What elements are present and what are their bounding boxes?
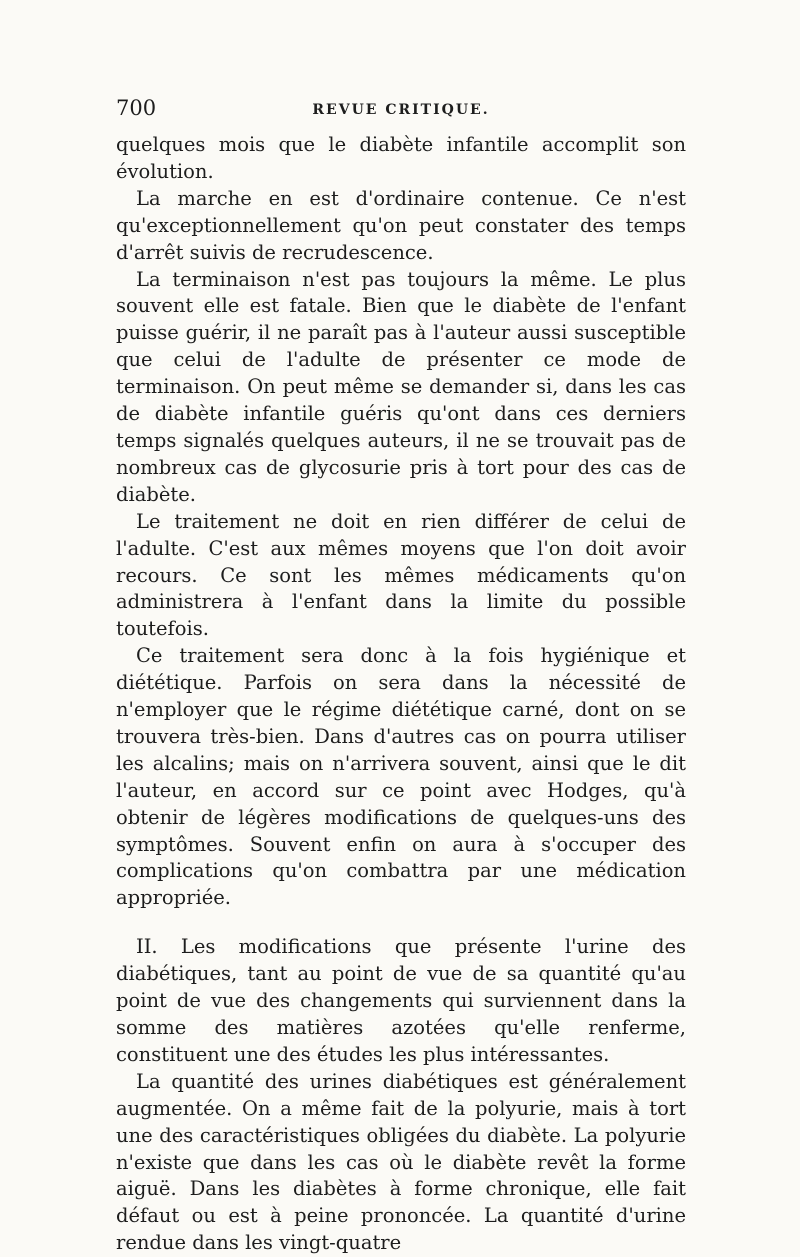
page-number: 700 (116, 96, 157, 120)
paragraph-continuation: quelques mois que le diabète infantile accomplit son évolution. (116, 133, 686, 183)
section-gap (116, 912, 686, 934)
paragraph-terminaison: La terminaison n'est pas toujours la même. Le plus souvent elle est fatale. Bien que le diabète de l'enfant puisse guérir, il ne paraît pas à l'auteur aussi susceptible que celui de l'adulte de présenter ce mode de terminaison. On peut même se demander si, dans les cas de diabète infantile guéris qu'ont dans ces derniers temps signalés quelques auteurs, il ne se trouvait pas de nombreux cas de glycosurie pris à tort pour des cas de diabète. (116, 267, 686, 506)
body-text (116, 132, 686, 1257)
paragraph-hygienique: Ce traitement sera donc à la fois hygiénique et diététique. Parfois on sera dans la nécessité de n'employer que le régime diététique carné, dont on se trouvera très-bien. Dans d'autres cas on pourra utiliser les alcalins; mais on n'arrivera souvent, ainsi que le dit l'auteur, en accord sur ce point avec Hodges, qu'à obtenir de légères modifications de quelques-uns des symptômes. Souvent enfin on aura à s'occuper des complications qu'on combattra par une médication appropriée. (116, 644, 686, 910)
running-head: REVUE CRITIQUE. (312, 102, 490, 118)
paragraph-quantite: La quantité des urines diabétiques est généralement augmentée. On a même fait de la polyurie, mais à tort une des caractéristiques obligées du diabète. La polyurie n'existe que dans les cas où le diabète revêt la forme aiguë. Dans les diabètes à forme chronique, elle fait défaut ou est à peine prononcée. La quantité d'urine rendue dans les vingt-quatre (116, 1069, 686, 1255)
paragraph-traitement: Le traitement ne doit en rien différer de celui de l'adulte. C'est aux mêmes moyens que l'on doit avoir recours. Ce sont les mêmes médicaments qu'on administrera à l'enfant dans la limite du possible toutefois. (116, 509, 686, 641)
page-header (116, 96, 686, 126)
paragraph-marche: La marche en est d'ordinaire contenue. Ce n'est qu'exceptionnellement qu'on peut constater des temps d'arrêt suivis de recrudescence. (116, 186, 686, 264)
paragraph-section-ii: II. Les modifications que présente l'urine des diabétiques, tant au point de vue de sa quantité qu'au point de vue des changements qui surviennent dans la somme des matières azotées qu'elle renferme, constituent une des études les plus intéressantes. (116, 935, 686, 1066)
